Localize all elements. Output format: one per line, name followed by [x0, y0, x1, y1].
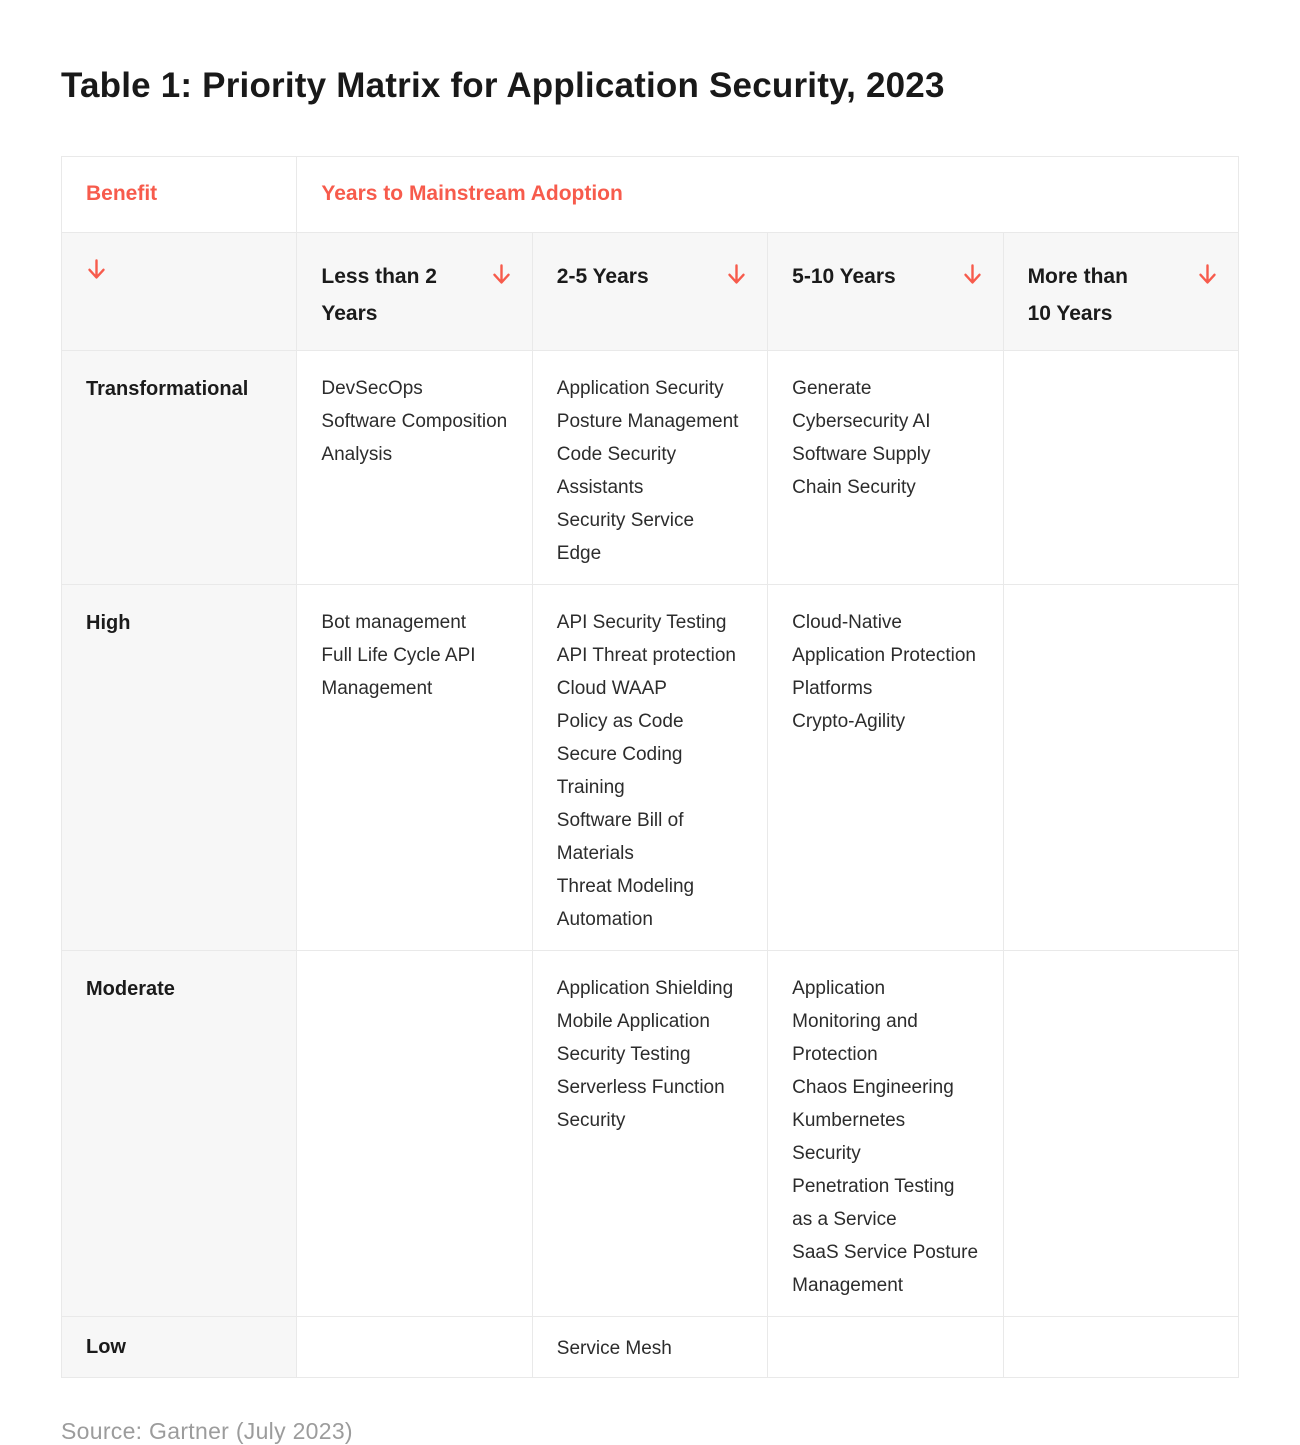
table-row: [62, 951, 1239, 1317]
cell-low-col1: [297, 1317, 532, 1378]
column-header-label: 2-5 Years: [556, 265, 649, 288]
tech-item: Cloud-Native Application Protection Platforms: [792, 612, 976, 699]
tech-item: Software Bill of Materials: [556, 810, 684, 864]
column-header-more-than-10-years: [1003, 233, 1238, 351]
cell-moderate-col2: [532, 951, 767, 1317]
tech-item: API Threat protection: [556, 645, 736, 666]
benefit-label-low: Low: [62, 1317, 297, 1378]
source-note: Source: Gartner (July 2023): [61, 1418, 353, 1444]
cell-high-col1: [297, 585, 532, 951]
tech-item: Security Service Edge: [556, 510, 695, 564]
table-row: [62, 585, 1239, 951]
page-title: Table 1: Priority Matrix for Application Security, 2023: [61, 66, 945, 105]
benefit-header-label: Benefit: [86, 182, 158, 205]
benefit-label-high: High: [62, 585, 297, 951]
tech-item: Penetration Testing as a Service: [792, 1176, 955, 1230]
cell-high-col4: [1003, 585, 1238, 951]
column-header-label: More than 10 Years: [1027, 265, 1128, 325]
tech-item: Code Security Assistants: [556, 444, 677, 498]
table-row: [62, 1317, 1239, 1378]
cell-high-col2: [532, 585, 767, 951]
tech-item: Full Life Cycle API Management: [321, 645, 476, 699]
cell-low-col4: [1003, 1317, 1238, 1378]
tech-item: Crypto-Agility: [792, 711, 906, 732]
cell-transformational-col1: [297, 351, 532, 585]
down-arrow-icon: [1197, 263, 1218, 288]
column-header-label: Less than 2 Years: [321, 265, 437, 325]
group-header-label: Years to Mainstream Adoption: [321, 182, 623, 205]
cell-moderate-col3: [768, 951, 1003, 1317]
cell-transformational-col2: [532, 351, 767, 585]
benefit-label-transformational: Transformational: [62, 351, 297, 585]
benefit-header-cell: [62, 157, 297, 233]
tech-item: Cloud WAAP: [556, 678, 667, 699]
down-arrow-icon: [491, 263, 512, 288]
tech-item: SaaS Service Posture Management: [792, 1242, 979, 1296]
tech-item: Software Supply Chain Security: [792, 444, 931, 498]
tech-item: Bot management: [321, 612, 467, 633]
tech-item: API Security Testing: [556, 612, 727, 633]
table-body: [62, 351, 1239, 1378]
group-header-row: [62, 157, 1239, 233]
column-header-2-5-years: [532, 233, 767, 351]
group-header-cell: [297, 157, 1239, 233]
cell-moderate-col4: [1003, 951, 1238, 1317]
down-arrow-icon: [86, 258, 276, 283]
benefit-label-moderate: Moderate: [62, 951, 297, 1317]
column-header-row: [62, 233, 1239, 351]
cell-transformational-col4: [1003, 351, 1238, 585]
column-header-less-than-2-years: [297, 233, 532, 351]
down-arrow-icon: [726, 263, 747, 288]
column-header-5-10-years: [768, 233, 1003, 351]
tech-item: Policy as Code: [556, 711, 684, 732]
tech-item: DevSecOps: [321, 378, 423, 399]
column-header-label: 5-10 Years: [792, 265, 896, 288]
tech-item: Chaos Engineering: [792, 1077, 954, 1098]
tech-item: Generate Cybersecurity AI: [792, 378, 931, 432]
tech-item: Application Security Posture Management: [556, 378, 739, 432]
benefit-arrow-cell: [62, 233, 297, 351]
tech-item: Secure Coding Training: [556, 744, 683, 798]
tech-item: Mobile Application Security Testing: [556, 1011, 710, 1065]
down-arrow-icon: [962, 263, 983, 288]
tech-item: Threat Modeling Automation: [556, 876, 695, 930]
tech-item: Application Shielding: [556, 978, 734, 999]
cell-high-col3: [768, 585, 1003, 951]
tech-item: Kumbernetes Security: [792, 1110, 906, 1164]
table-row: [62, 351, 1239, 585]
cell-transformational-col3: [768, 351, 1003, 585]
cell-low-col2: [532, 1317, 767, 1378]
priority-matrix-table: [61, 156, 1239, 1378]
tech-item: Serverless Function Security: [556, 1077, 725, 1131]
tech-item: Service Mesh: [556, 1338, 672, 1359]
cell-low-col3: [768, 1317, 1003, 1378]
tech-item: Software Composition Analysis: [321, 411, 508, 465]
cell-moderate-col1: [297, 951, 532, 1317]
tech-item: Application Monitoring and Protection: [792, 978, 918, 1065]
